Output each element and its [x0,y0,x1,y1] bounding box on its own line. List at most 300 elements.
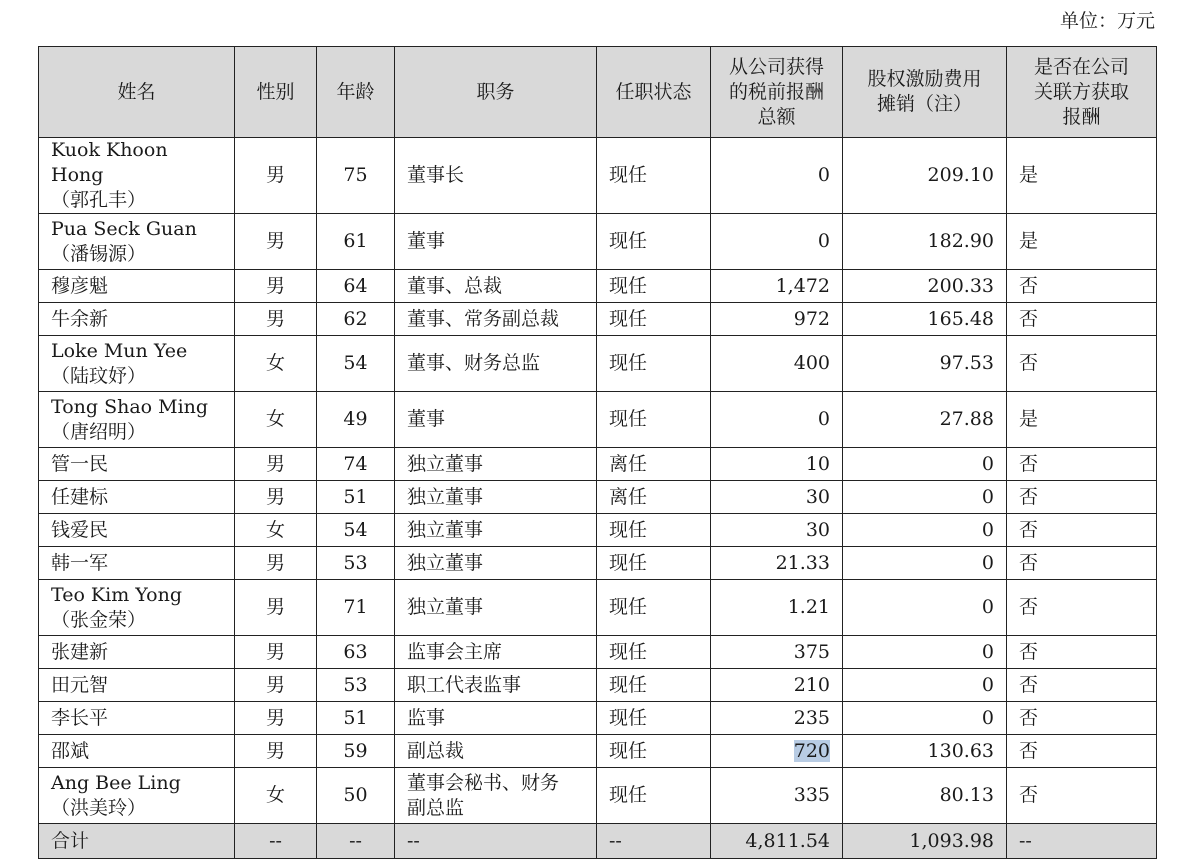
related-cell [1007,336,1157,392]
person-name-cn: （郭孔丰） [51,189,147,211]
person-name: 李长平 [51,706,109,729]
pay-value: 400 [793,352,830,374]
position-title: 董事 [407,230,446,252]
pay-value: 335 [793,784,830,806]
gender-value: 男 [265,164,285,186]
table-row [39,448,1157,481]
position-title: 监事会主席 [407,640,503,663]
gender-value: 男 [265,452,285,475]
equity-cell [843,580,1007,636]
table-row [39,702,1157,735]
pay-value: 972 [793,307,830,330]
status-cell [597,303,711,336]
related-cell [1007,481,1157,514]
status-value: 现任 [609,706,648,729]
table-row [39,481,1157,514]
name-cell [39,303,235,336]
header-equity-line: 股权激励费用 [867,68,982,90]
pay-cell [711,270,843,303]
gender-value: 男 [265,485,285,508]
age-value: 62 [343,307,368,330]
person-name: 任建标 [51,485,109,508]
status-value: 现任 [609,640,648,663]
gender-cell [235,669,317,702]
equity-value: 209.10 [927,164,994,186]
total-label: 合计 [39,824,235,859]
gender-cell [235,514,317,547]
gender-cell [235,392,317,448]
name-cell [39,702,235,735]
related-value: 否 [1019,596,1039,618]
position-title: 副总裁 [407,739,465,762]
pay-cell [711,448,843,481]
age-value: 54 [343,518,368,541]
header-gender: 性别 [235,47,317,138]
status-cell [597,481,711,514]
equity-value: 27.88 [939,408,994,430]
person-name: Ang Bee Ling [51,771,181,794]
title-cell [395,448,597,481]
equity-cell [843,270,1007,303]
person-name: 管一民 [51,452,109,475]
status-cell [597,448,711,481]
gender-value: 男 [265,640,285,663]
position-title: 董事、常务副总裁 [407,307,560,330]
unit-label: 单位：万元 [1059,10,1155,32]
age-value: 51 [343,706,368,729]
total-pay: 4,811.54 [711,824,843,859]
equity-value: 182.90 [927,230,994,252]
header-pay-line: 总额 [757,105,796,128]
related-value: 否 [1019,706,1039,729]
pay-cell [711,702,843,735]
status-value: 现任 [609,352,648,374]
status-cell [597,514,711,547]
gender-value: 男 [265,673,285,696]
name-cell [39,735,235,768]
related-cell [1007,702,1157,735]
highlighted-pay: 720 [793,739,830,762]
age-value: 51 [343,485,368,508]
equity-cell [843,669,1007,702]
header-name: 姓名 [39,47,235,138]
equity-cell [843,768,1007,824]
person-name: 邵斌 [51,739,90,762]
status-cell [597,580,711,636]
equity-value: 0 [981,673,994,696]
table-row [39,270,1157,303]
gender-value: 女 [265,352,285,374]
age-value: 50 [343,784,368,806]
title-cell [395,336,597,392]
gender-cell [235,303,317,336]
pay-cell [711,514,843,547]
status-cell [597,636,711,669]
pay-cell [711,303,843,336]
name-cell [39,481,235,514]
related-value: 否 [1019,551,1039,574]
position-title: 独立董事 [407,551,484,574]
table-row [39,636,1157,669]
pay-cell [711,214,843,270]
status-cell [597,138,711,214]
related-cell [1007,303,1157,336]
header-pay-line: 的税前报酬 [728,80,824,103]
related-cell [1007,214,1157,270]
header-age: 年龄 [317,47,395,138]
status-cell [597,768,711,824]
related-value: 是 [1019,408,1039,430]
pay-value: 375 [793,640,830,663]
pay-cell [711,336,843,392]
equity-value: 0 [981,452,994,475]
equity-value: 80.13 [939,784,994,806]
person-name-cn: （张金荣） [51,608,147,631]
pay-value: 30 [805,485,830,508]
status-value: 现任 [609,164,648,186]
status-value: 现任 [609,551,648,574]
name-cell [39,448,235,481]
equity-value: 130.63 [927,739,994,762]
status-cell [597,735,711,768]
status-value: 现任 [609,673,648,696]
header-title: 职务 [395,47,597,138]
position-title: 监事 [407,706,446,729]
age-value: 54 [343,352,368,374]
table-row [39,547,1157,580]
gender-value: 男 [265,596,285,618]
related-cell [1007,735,1157,768]
title-cell [395,481,597,514]
age-cell [317,768,395,824]
related-cell [1007,636,1157,669]
table-row [39,303,1157,336]
name-cell [39,636,235,669]
gender-cell [235,270,317,303]
related-value: 否 [1019,518,1039,541]
position-title-cont: 副总监 [407,796,465,819]
title-cell [395,735,597,768]
related-value: 否 [1019,673,1039,696]
header-status: 任职状态 [597,47,711,138]
age-value: 61 [343,230,368,252]
person-name: 穆彦魁 [51,274,109,297]
pay-cell [711,580,843,636]
equity-value: 0 [981,518,994,541]
related-cell [1007,547,1157,580]
status-cell [597,547,711,580]
status-value: 现任 [609,518,648,541]
title-cell [395,669,597,702]
gender-cell [235,702,317,735]
title-cell [395,303,597,336]
total-title: -- [395,824,597,859]
pay-value: 30 [805,518,830,541]
pay-value: 21.33 [775,551,830,574]
status-value: 现任 [609,596,648,618]
equity-cell [843,514,1007,547]
name-cell [39,270,235,303]
header-pay [711,47,843,138]
position-title: 董事 [407,408,446,430]
related-cell [1007,514,1157,547]
age-cell [317,580,395,636]
gender-cell [235,336,317,392]
equity-cell [843,702,1007,735]
name-cell [39,768,235,824]
position-title: 董事会秘书、财务 [407,771,560,794]
title-cell [395,547,597,580]
equity-cell [843,303,1007,336]
gender-value: 女 [265,408,285,430]
name-cell [39,214,235,270]
pay-value: 0 [817,164,830,186]
age-value: 64 [343,274,368,297]
title-cell [395,514,597,547]
pay-value: 1.21 [787,596,830,618]
pay-cell [711,138,843,214]
name-cell [39,392,235,448]
age-cell [317,481,395,514]
age-cell [317,514,395,547]
person-name: 张建新 [51,640,109,663]
table-row [39,336,1157,392]
age-value: 53 [343,551,368,574]
age-cell [317,270,395,303]
equity-value: 97.53 [939,352,994,374]
status-value: 现任 [609,784,648,806]
person-name: 牛余新 [51,307,109,330]
person-name: Pua Seck Guan [51,217,197,240]
pay-cell [711,547,843,580]
header-equity-line: 摊销（注） [876,93,972,115]
related-value: 是 [1019,230,1039,252]
related-cell [1007,138,1157,214]
status-value: 现任 [609,230,648,252]
total-status: -- [597,824,711,859]
title-cell [395,580,597,636]
table-row [39,768,1157,824]
name-cell [39,669,235,702]
gender-value: 女 [265,518,285,541]
equity-value: 165.48 [927,307,994,330]
gender-cell [235,580,317,636]
age-cell [317,547,395,580]
equity-cell [843,392,1007,448]
compensation-table [38,46,1157,859]
person-name: 田元智 [51,673,109,696]
related-value: 否 [1019,784,1039,806]
equity-value: 200.33 [927,274,994,297]
related-cell [1007,270,1157,303]
total-gender: -- [235,824,317,859]
pay-cell [711,636,843,669]
title-cell [395,636,597,669]
gender-value: 男 [265,230,285,252]
pay-value: 0 [817,230,830,252]
related-value: 是 [1019,164,1039,186]
header-related-line: 关联方获取 [1033,80,1129,103]
pay-cell [711,768,843,824]
table-row [39,214,1157,270]
equity-value: 0 [981,706,994,729]
position-title: 独立董事 [407,452,484,475]
status-cell [597,392,711,448]
age-cell [317,448,395,481]
age-cell [317,735,395,768]
table-row [39,514,1157,547]
age-cell [317,669,395,702]
pay-cell [711,481,843,514]
header-pay-line: 从公司获得 [728,55,824,78]
equity-cell [843,214,1007,270]
age-cell [317,702,395,735]
table-row [39,580,1157,636]
equity-cell [843,138,1007,214]
header-row [39,47,1157,138]
age-cell [317,138,395,214]
related-cell [1007,669,1157,702]
gender-cell [235,735,317,768]
related-value: 否 [1019,352,1039,374]
pay-value: 1,472 [775,274,830,297]
title-cell [395,214,597,270]
header-related-line: 报酬 [1062,105,1101,128]
age-cell [317,303,395,336]
related-cell [1007,392,1157,448]
position-title: 独立董事 [407,596,484,618]
gender-cell [235,481,317,514]
pay-cell [711,392,843,448]
person-name-cn: （唐绍明） [51,420,147,443]
equity-cell [843,636,1007,669]
age-value: 74 [343,452,368,475]
gender-cell [235,636,317,669]
header-related [1007,47,1157,138]
age-cell [317,214,395,270]
equity-cell [843,735,1007,768]
person-name: Tong Shao Ming [51,395,209,418]
gender-value: 女 [265,784,285,806]
age-value: 75 [343,164,368,186]
related-value: 否 [1019,307,1039,330]
person-name: Kuok Khoon Hong [51,139,168,186]
gender-value: 男 [265,739,285,762]
person-name-cn: （洪美玲） [51,796,147,819]
gender-value: 男 [265,274,285,297]
person-name-cn: （陆玟妤） [51,364,147,387]
title-cell [395,392,597,448]
header-related-line: 是否在公司 [1033,55,1129,78]
status-value: 现任 [609,307,648,330]
related-cell [1007,580,1157,636]
person-name: 钱爱民 [51,518,109,541]
related-value: 否 [1019,485,1039,508]
person-name-cn: （潘锡源） [51,242,147,265]
position-title: 职工代表监事 [407,673,522,696]
total-related: -- [1007,824,1157,859]
pay-cell [711,735,843,768]
age-cell [317,636,395,669]
age-value: 59 [343,739,368,762]
status-value: 离任 [609,485,648,508]
position-title: 董事、财务总监 [407,352,541,374]
equity-cell [843,336,1007,392]
age-cell [317,336,395,392]
table-row [39,138,1157,214]
related-cell [1007,448,1157,481]
gender-cell [235,214,317,270]
age-value: 49 [343,408,368,430]
name-cell [39,547,235,580]
gender-cell [235,448,317,481]
title-cell [395,702,597,735]
equity-cell [843,448,1007,481]
name-cell [39,580,235,636]
equity-cell [843,547,1007,580]
equity-value: 0 [981,596,994,618]
status-value: 现任 [609,408,648,430]
name-cell [39,514,235,547]
status-value: 离任 [609,452,648,475]
pay-cell [711,669,843,702]
related-value: 否 [1019,452,1039,475]
equity-value: 0 [981,485,994,508]
related-cell [1007,768,1157,824]
equity-value: 0 [981,551,994,574]
position-title: 独立董事 [407,485,484,508]
person-name: Loke Mun Yee [51,339,188,362]
status-cell [597,214,711,270]
pay-value: 0 [817,408,830,430]
table-row [39,735,1157,768]
gender-cell [235,768,317,824]
pay-value: 10 [805,452,830,475]
age-cell [317,392,395,448]
pay-value: 235 [793,706,830,729]
table-row [39,669,1157,702]
gender-value: 男 [265,551,285,574]
status-value: 现任 [609,274,648,297]
person-name: 韩一军 [51,551,109,574]
gender-value: 男 [265,706,285,729]
person-name: Teo Kim Yong [51,583,182,606]
total-equity: 1,093.98 [843,824,1007,859]
title-cell [395,138,597,214]
pay-value: 210 [793,673,830,696]
total-age: -- [317,824,395,859]
equity-value: 0 [981,640,994,663]
related-value: 否 [1019,640,1039,663]
related-value: 否 [1019,739,1039,762]
status-value: 现任 [609,739,648,762]
position-title: 董事长 [407,164,465,186]
status-cell [597,669,711,702]
gender-cell [235,138,317,214]
equity-cell [843,481,1007,514]
related-value: 否 [1019,274,1039,297]
status-cell [597,702,711,735]
age-value: 71 [343,596,368,618]
position-title: 董事、总裁 [407,274,503,297]
status-cell [597,270,711,303]
position-title: 独立董事 [407,518,484,541]
title-cell [395,768,597,824]
name-cell [39,336,235,392]
table-row [39,392,1157,448]
age-value: 63 [343,640,368,663]
header-equity [843,47,1007,138]
